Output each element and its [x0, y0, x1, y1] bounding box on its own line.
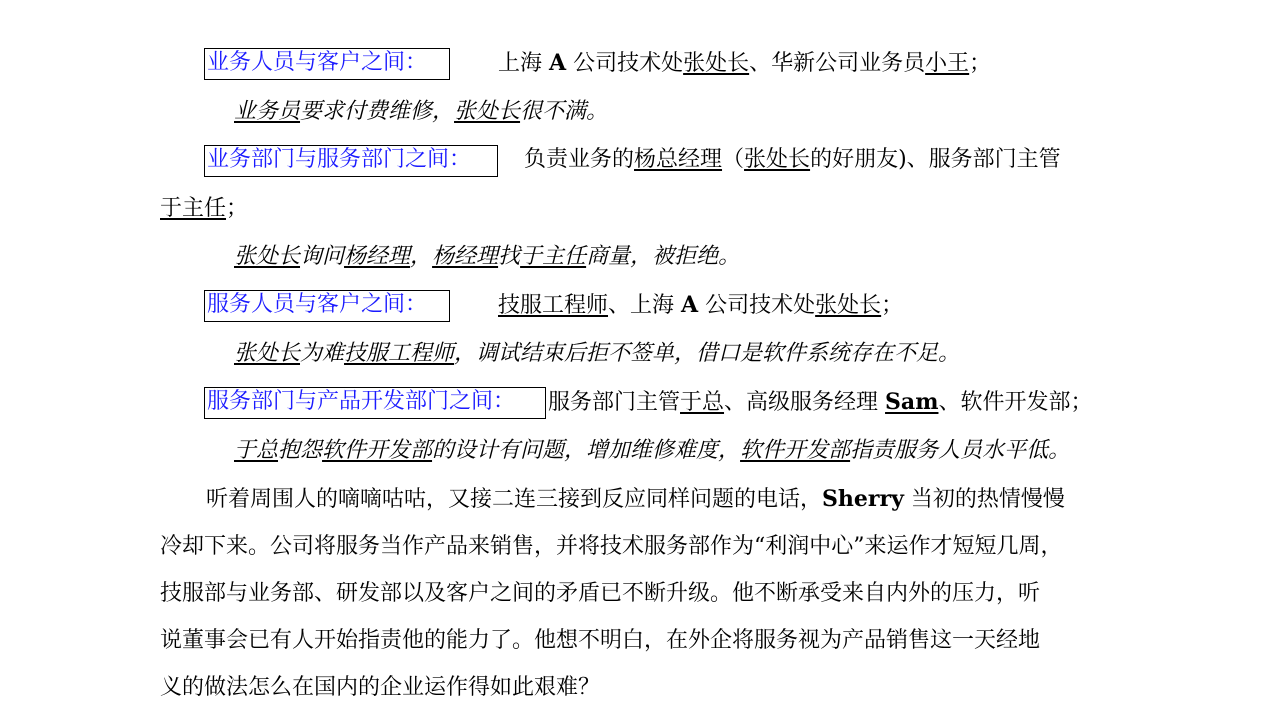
section1-event: 业务员要求付费维修，张处长很不满。	[234, 99, 609, 124]
section4-event: 于总抱怨软件开发部的设计有问题，增加维修难度，软件开发部指责服务人员水平低。	[234, 438, 1071, 463]
closing-line-4: 说董事会已有人开始指责他的能力了。他想不明白，在外企将服务视为产品销售这一天经地	[160, 628, 1041, 653]
section3-parties: 技服工程师、上海 A 公司技术处张处长；	[498, 292, 904, 318]
closing-line-2: 冷却下来。公司将服务当作产品来销售，并将技术服务部作为“利润中心”来运作才短短几周，	[160, 534, 1063, 559]
section4-label: 服务部门与产品开发部门之间：	[207, 389, 516, 414]
person-xiaowang: 小王	[925, 51, 970, 76]
section3-label-box	[204, 290, 450, 322]
section2-parties-cont: 于主任；	[160, 196, 249, 221]
section3-event: 张处长为难技服工程师，调试结束后拒不签单，借口是软件系统存在不足。	[234, 341, 961, 366]
section2-parties: 负责业务的杨总经理（张处长的好朋友)、服务部门主管	[524, 147, 1061, 172]
section2-label-box	[204, 145, 498, 177]
section3-label: 服务人员与客户之间：	[207, 292, 428, 317]
section1-parties: 上海 A 公司技术处张处长、华新公司业务员小王；	[498, 50, 992, 76]
person-zhang: 张处长	[683, 51, 750, 76]
section1-label-box	[204, 48, 450, 80]
section2-label: 业务部门与服务部门之间：	[207, 147, 472, 172]
section2-event: 张处长询问杨经理，杨经理找于主任商量，被拒绝。	[234, 244, 741, 269]
section4-parties: 服务部门主管于总、高级服务经理 Sam、软件开发部；	[548, 389, 1093, 415]
closing-line-3: 技服部与业务部、研发部以及客户之间的矛盾已不断升级。他不断承受来自内外的压力，听	[160, 581, 1041, 606]
section1-label: 业务人员与客户之间：	[207, 50, 428, 75]
closing-line-1: 听着周围人的嘀嘀咕咕，又接二连三接到反应同样问题的电话，Sherry 当初的热情慢慢	[206, 486, 1065, 512]
section4-label-box	[204, 387, 546, 419]
closing-line-5: 义的做法怎么在国内的企业运作得如此艰难？	[160, 675, 601, 700]
